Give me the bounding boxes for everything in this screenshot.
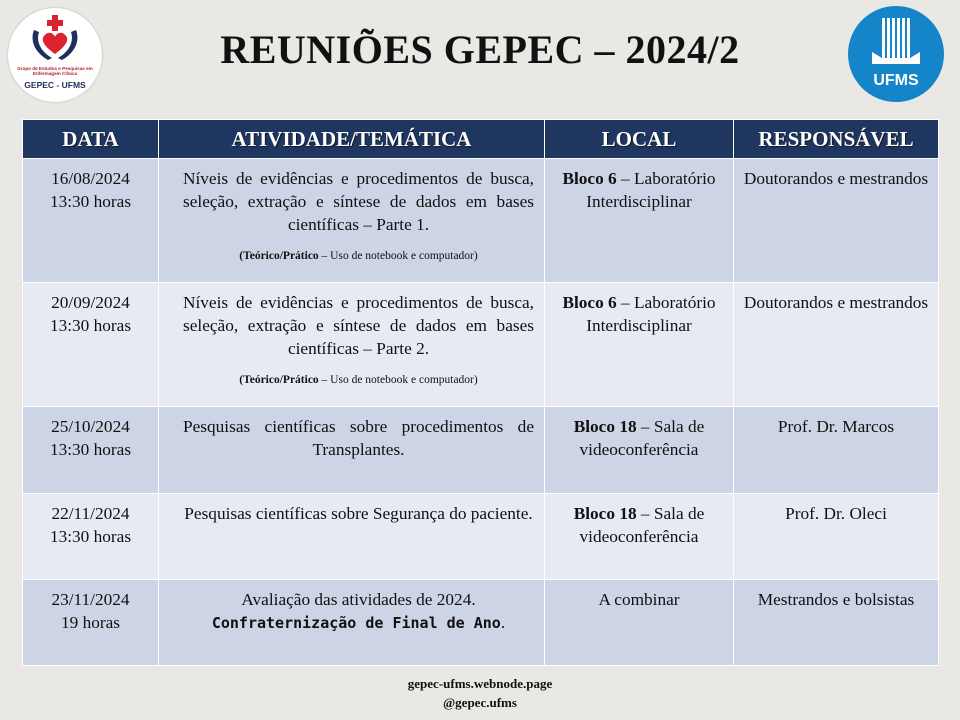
page-title: REUNIÕES GEPEC – 2024/2 [220,27,740,72]
date: 25/10/2024 [51,417,130,436]
local-cell: A combinar [545,580,734,666]
column-header-local: LOCAL [545,120,734,159]
ufms-logo-text: UFMS [873,72,919,89]
footer-social-handle[interactable]: @gepec.ufms [443,695,517,710]
column-header-activity: ATIVIDADE/TEMÁTICA [159,120,545,159]
local-block: Bloco 6 [562,293,617,312]
table-row [23,494,939,580]
local-room: – Laboratório Interdisciplinar [586,293,716,335]
time: 13:30 horas [49,527,132,546]
local-cell [545,159,734,283]
column-header-date: DATA [23,120,159,159]
table-row [23,159,939,283]
date: 23/11/2024 [51,590,130,609]
table-header-row [23,120,939,159]
activity-text: Pesquisas científicas sobre procedimentos de Transplantes. [183,417,534,459]
activity-cell [159,159,545,283]
gepec-logo [8,8,102,102]
activity-note: (Teórico/Prático – Uso de notebook e computador) [239,250,478,262]
table-row [23,407,939,494]
date-cell [23,580,159,666]
activity-text: Níveis de evidências e procedimentos de busca, seleção, extração e síntese de dados em bases científicas – Parte 1. [183,169,534,234]
activity-cell [159,283,545,407]
responsible-cell: Doutorandos e mestrandos [734,159,939,283]
table-row [23,580,939,666]
activity-cell [159,580,545,666]
activity-text: Avaliação das atividades de 2024. [241,590,476,609]
table-row [23,283,939,407]
time: 19 horas [60,613,121,632]
date-cell [23,407,159,494]
local-room: – Sala de videoconferência [579,504,705,546]
local-block: Bloco 18 [573,504,637,523]
activity-text: Pesquisas científicas sobre Segurança do paciente. [184,504,533,523]
schedule-table [22,119,939,666]
date-cell [23,159,159,283]
column-header-responsible: RESPONSÁVEL [734,120,939,159]
responsible-cell: Prof. Dr. Marcos [734,407,939,494]
ufms-logo [848,6,944,102]
local-room: – Laboratório Interdisciplinar [586,169,716,211]
time: 13:30 horas [49,192,132,211]
activity-note: (Teórico/Prático – Uso de notebook e computador) [239,374,478,386]
local-block: Bloco 6 [562,169,617,188]
date-cell [23,283,159,407]
footer-website[interactable]: gepec-ufms.webnode.page [407,676,553,691]
time: 13:30 horas [49,316,132,335]
activity-highlight: Confraternização de Final de Ano. [211,613,506,632]
local-room: – Sala de videoconferência [579,417,705,459]
activity-cell [159,494,545,580]
local-cell [545,283,734,407]
responsible-cell: Mestrandos e bolsistas [734,580,939,666]
local-cell [545,407,734,494]
activity-text: Níveis de evidências e procedimentos de busca, seleção, extração e síntese de dados em bases científicas – Parte 2. [183,293,534,358]
date: 22/11/2024 [51,504,130,523]
logo-caption-main: GEPEC - UFMS [24,80,86,90]
logo-caption-small: Grupo de Estudos e Pesquisas em Enfermagem Clínica [17,66,93,76]
local-block: Bloco 18 [573,417,637,436]
local-cell [545,494,734,580]
activity-cell [159,407,545,494]
responsible-cell: Prof. Dr. Oleci [734,494,939,580]
time: 13:30 horas [49,440,132,459]
date-cell [23,494,159,580]
date: 20/09/2024 [51,293,130,312]
date: 16/08/2024 [51,169,130,188]
responsible-cell: Doutorandos e mestrandos [734,283,939,407]
